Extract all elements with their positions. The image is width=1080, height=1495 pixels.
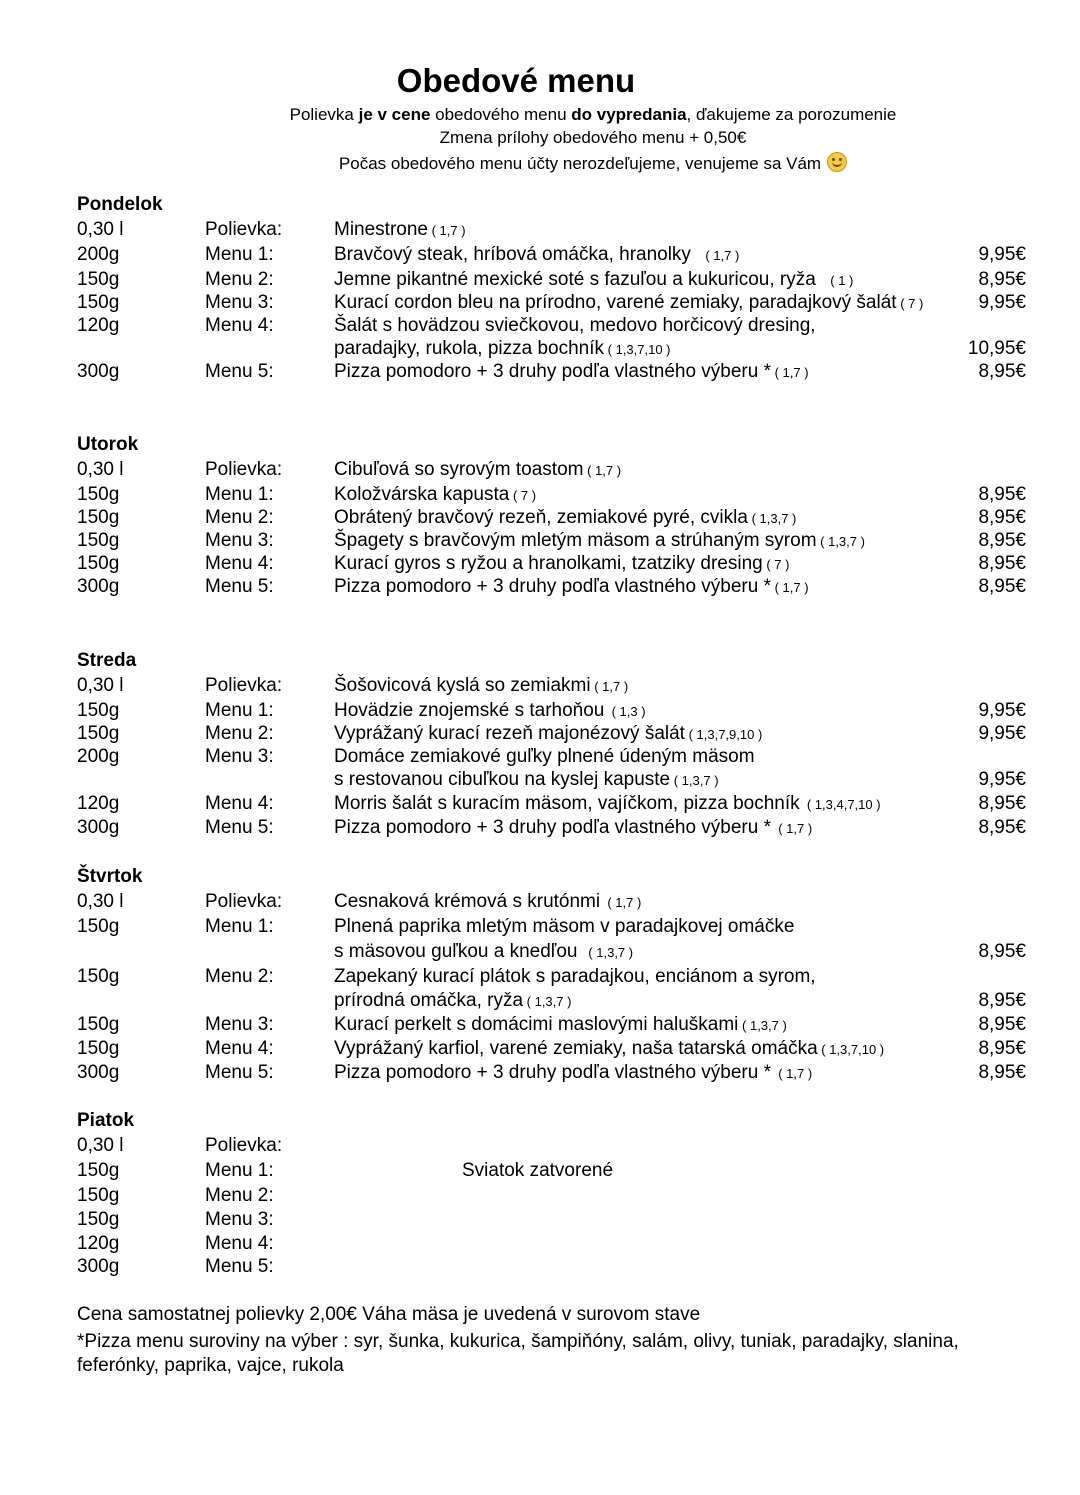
dish-name: Pizza pomodoro + 3 druhy podľa vlastného výberu * — [334, 1062, 771, 1083]
menu-label: Menu 2: — [205, 269, 274, 290]
dish-description — [334, 793, 881, 815]
menu-label: Menu 1: — [205, 916, 274, 937]
footer-note-2: *Pizza menu suroviny na výber : syr, šunka, kukurica, šampiňóny, salám, olivy, tuniak, paradajky, slanina, — [77, 1331, 959, 1352]
menu-label: Menu 5: — [205, 576, 274, 597]
menu-label: Menu 4: — [205, 1233, 274, 1254]
dish-name: s mäsovou guľkou a knedľou — [334, 941, 578, 962]
dish-name: Domáce zemiakové guľky plnené údeným mäsom — [334, 746, 755, 767]
portion-size: 120g — [77, 315, 120, 336]
menu-label: Menu 5: — [205, 1256, 274, 1277]
portion-size: 200g — [77, 746, 120, 767]
menu-label: Menu 4: — [205, 793, 274, 814]
price: 8,95€ — [978, 1062, 1026, 1083]
menu-label: Menu 1: — [205, 1160, 274, 1181]
notice-line-1 — [0, 105, 1080, 125]
dish-name: Vyprážaný karfiol, varené zemiaky, naša tatarská omáčka — [334, 1038, 818, 1059]
allergen-codes: ( 1,7 ) — [771, 580, 809, 595]
allergen-codes: ( 1,7 ) — [771, 821, 813, 836]
menu-label: Menu 5: — [205, 817, 274, 838]
portion-size: 150g — [77, 1038, 120, 1059]
dish-name: Koložvárska kapusta — [334, 484, 510, 505]
portion-size: 150g — [77, 292, 120, 313]
closed-notice: Sviatok zatvorené — [462, 1160, 614, 1181]
menu-label: Menu 2: — [205, 507, 274, 528]
allergen-codes: ( 1,3,7 ) — [816, 534, 865, 549]
dish-description — [334, 769, 719, 791]
dish-name: Kurací gyros s ryžou a hranolkami, tzatziky dresing — [334, 553, 763, 574]
allergen-codes: ( 1,3 ) — [604, 704, 646, 719]
allergen-codes: ( 1,3,7,10 ) — [817, 1042, 885, 1057]
dish-name: Jemne pikantné mexické soté s fazuľou a kukuricou, ryža — [334, 269, 816, 290]
dish-description — [334, 817, 812, 839]
portion-size: 150g — [77, 723, 120, 744]
price: 9,95€ — [978, 292, 1026, 313]
portion-size: 150g — [77, 1014, 120, 1035]
menu-label: Menu 5: — [205, 361, 274, 382]
allergen-codes: ( 1,3,7 ) — [577, 945, 634, 960]
price: 8,95€ — [978, 553, 1026, 574]
dish-description — [334, 244, 739, 266]
dish-name: Minestrone — [334, 219, 428, 240]
portion-size: 150g — [77, 1160, 120, 1181]
menu-label: Menu 3: — [205, 1209, 274, 1230]
dish-name: Plnená paprika mletým mäsom v paradajkovej omáčke — [334, 916, 795, 937]
allergen-codes: ( 1,3,4,7,10 ) — [799, 797, 881, 812]
portion-size: 150g — [77, 553, 120, 574]
day-heading: Utorok — [77, 434, 139, 455]
price: 8,95€ — [978, 361, 1026, 382]
dish-description — [334, 292, 923, 314]
price: 8,95€ — [978, 1014, 1026, 1035]
menu-label: Menu 1: — [205, 484, 274, 505]
dish-name: Cesnaková krémová s krutónmi — [334, 891, 601, 912]
notice-text: , ďakujeme za porozumenie — [686, 105, 897, 124]
dish-name: Kurací cordon bleu na prírodno, varené zemiaky, paradajkový šalát — [334, 292, 897, 313]
allergen-codes: ( 1 ) — [815, 273, 854, 288]
day-heading: Streda — [77, 650, 137, 671]
dish-name: Cibuľová so syrovým toastom — [334, 459, 584, 480]
dish-description — [334, 723, 762, 745]
menu-label: Polievka: — [205, 891, 283, 912]
dish-description — [334, 361, 809, 383]
dish-name: Vyprážaný kurací rezeň majonézový šalát — [334, 723, 685, 744]
footer-note-3: feferónky, paprika, vajce, rukola — [77, 1355, 344, 1376]
dish-description — [334, 576, 809, 598]
dish-name: Obrátený bravčový rezeň, zemiakové pyré, cvikla — [334, 507, 748, 528]
menu-label: Menu 5: — [205, 1062, 274, 1083]
price: 9,95€ — [978, 244, 1026, 265]
portion-size: 300g — [77, 817, 120, 838]
notice-text: obedového menu — [430, 105, 572, 124]
menu-label: Menu 2: — [205, 723, 274, 744]
price: 8,95€ — [978, 941, 1026, 962]
portion-size: 120g — [77, 793, 120, 814]
allergen-codes: ( 1,3,7 ) — [523, 994, 572, 1009]
portion-size: 300g — [77, 1062, 120, 1083]
dish-name: Pizza pomodoro + 3 druhy podľa vlastného výberu * — [334, 361, 771, 382]
portion-size: 150g — [77, 484, 120, 505]
smile-emoji-icon — [827, 152, 847, 172]
allergen-codes: ( 1,3,7 ) — [747, 511, 797, 526]
dish-name: Pizza pomodoro + 3 druhy podľa vlastného výberu * — [334, 817, 771, 838]
allergen-codes: ( 7 ) — [762, 557, 790, 572]
dish-description — [334, 700, 646, 722]
allergen-codes: ( 1,7 ) — [600, 895, 642, 910]
dish-name: Hovädzie znojemské s tarhoňou — [334, 700, 605, 721]
menu-label: Menu 2: — [205, 966, 274, 987]
dish-name: Kurací perkelt s domácimi maslovými haluškami — [334, 1014, 739, 1035]
notice-line-3 — [0, 152, 1080, 174]
price: 8,95€ — [978, 990, 1026, 1011]
portion-size: 200g — [77, 244, 120, 265]
dish-description — [334, 269, 853, 291]
menu-label: Polievka: — [205, 219, 283, 240]
portion-size: 150g — [77, 966, 120, 987]
portion-size: 0,30 l — [77, 675, 124, 696]
dish-name: Pizza pomodoro + 3 druhy podľa vlastného výberu * — [334, 576, 771, 597]
portion-size: 0,30 l — [77, 219, 124, 240]
dish-description — [334, 675, 628, 697]
portion-size: 300g — [77, 1256, 120, 1277]
dish-description — [334, 1014, 787, 1036]
day-heading: Pondelok — [77, 194, 163, 215]
portion-size: 0,30 l — [77, 1135, 124, 1156]
allergen-codes: ( 7 ) — [896, 296, 924, 311]
portion-size: 300g — [77, 361, 120, 382]
menu-label: Menu 1: — [205, 244, 274, 265]
dish-description — [334, 507, 796, 529]
day-heading: Štvrtok — [77, 866, 143, 887]
dish-name: Morris šalát s kuracím mäsom, vajíčkom, pizza bochník — [334, 793, 800, 814]
menu-label: Menu 3: — [205, 292, 274, 313]
portion-size: 150g — [77, 700, 120, 721]
portion-size: 120g — [77, 1233, 120, 1254]
allergen-codes: ( 1,3,7 ) — [738, 1018, 787, 1033]
menu-label: Menu 3: — [205, 530, 274, 551]
dish-description — [334, 891, 641, 913]
dish-description — [334, 338, 671, 360]
dish-name: prírodná omáčka, ryža — [334, 990, 524, 1011]
portion-size: 150g — [77, 269, 120, 290]
price: 10,95€ — [967, 338, 1026, 359]
menu-label: Menu 3: — [205, 1014, 274, 1035]
allergen-codes: ( 7 ) — [509, 488, 537, 503]
allergen-codes: ( 1,7 ) — [583, 463, 622, 478]
dish-name: Šošovicová kyslá so zemiakmi — [334, 675, 591, 696]
dish-description — [334, 459, 621, 481]
notice-emphasis: do vypredania — [571, 105, 687, 124]
dish-description — [334, 746, 755, 768]
price: 8,95€ — [978, 269, 1026, 290]
price: 8,95€ — [978, 530, 1026, 551]
dish-description — [334, 530, 865, 552]
menu-label: Menu 4: — [205, 553, 274, 574]
menu-label: Menu 4: — [205, 1038, 274, 1059]
allergen-codes: ( 1,7 ) — [590, 679, 629, 694]
notice-emphasis: je v cene — [358, 105, 431, 124]
menu-label: Polievka: — [205, 1135, 283, 1156]
dish-description — [334, 966, 816, 988]
portion-size: 150g — [77, 916, 120, 937]
price: 8,95€ — [978, 793, 1026, 814]
portion-size: 0,30 l — [77, 459, 124, 480]
notice-text: Počas obedového menu účty nerozdeľujeme, venujeme sa Vám — [338, 154, 822, 173]
footer-note-1: Cena samostatnej polievky 2,00€ Váha mäsa je uvedená v surovom stave — [77, 1304, 701, 1325]
dish-description — [334, 916, 794, 938]
menu-label: Polievka: — [205, 459, 283, 480]
dish-name: Zapekaný kurací plátok s paradajkou, enciánom a syrom, — [334, 966, 816, 987]
price: 8,95€ — [978, 1038, 1026, 1059]
menu-label: Menu 2: — [205, 1185, 274, 1206]
portion-size: 150g — [77, 530, 120, 551]
dish-name: s restovanou cibuľkou na kyslej kapuste — [334, 769, 671, 790]
portion-size: 150g — [77, 1185, 120, 1206]
price: 8,95€ — [978, 484, 1026, 505]
allergen-codes: ( 1,7 ) — [428, 223, 466, 238]
notice-line-2: Zmena prílohy obedového menu + 0,50€ — [439, 128, 747, 147]
portion-size: 150g — [77, 1209, 120, 1230]
dish-name: Špagety s bravčovým mletým mäsom a strúhaným syrom — [334, 530, 817, 551]
dish-description — [334, 1062, 812, 1084]
price: 8,95€ — [978, 576, 1026, 597]
dish-description — [334, 1038, 884, 1060]
portion-size: 150g — [77, 507, 120, 528]
allergen-codes: ( 1,3,7 ) — [670, 773, 719, 788]
dish-name: Bravčový steak, hríbová omáčka, hranolky — [334, 244, 691, 265]
dish-description — [334, 990, 571, 1012]
dish-description — [334, 315, 816, 337]
menu-label: Menu 4: — [205, 315, 274, 336]
portion-size: 0,30 l — [77, 891, 124, 912]
dish-description — [334, 219, 466, 241]
menu-label: Polievka: — [205, 675, 283, 696]
day-heading: Piatok — [77, 1110, 135, 1131]
price: 9,95€ — [978, 769, 1026, 790]
price: 8,95€ — [978, 817, 1026, 838]
price: 8,95€ — [978, 507, 1026, 528]
allergen-codes: ( 1,7 ) — [771, 365, 809, 380]
allergen-codes: ( 1,7 ) — [771, 1066, 813, 1081]
dish-description — [334, 553, 789, 575]
dish-description — [334, 941, 633, 963]
portion-size: 300g — [77, 576, 120, 597]
price: 9,95€ — [978, 723, 1026, 744]
menu-label: Menu 3: — [205, 746, 274, 767]
allergen-codes: ( 1,7 ) — [690, 248, 740, 263]
allergen-codes: ( 1,3,7,10 ) — [604, 342, 671, 357]
dish-name: Šalát s hovädzou sviečkovou, medovo horčicový dresing, — [334, 315, 816, 336]
notice-text: Polievka — [289, 105, 359, 124]
allergen-codes: ( 1,3,7,9,10 ) — [684, 727, 763, 742]
menu-label: Menu 1: — [205, 700, 274, 721]
dish-description — [334, 484, 536, 506]
price: 9,95€ — [978, 700, 1026, 721]
dish-name: paradajky, rukola, pizza bochník — [334, 338, 605, 359]
page-title: Obedové menu — [396, 62, 636, 99]
